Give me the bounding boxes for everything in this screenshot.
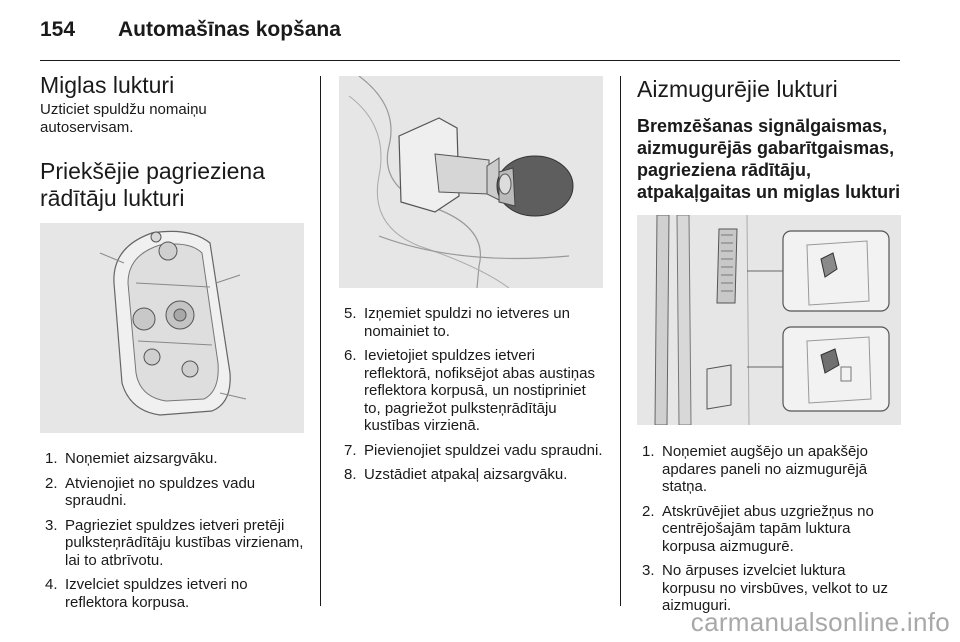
rear-lamp-steps [637,443,901,615]
list-item: 3. Pagrieziet spuldzes ietveri pretēji pulksteņrādītāju kustības virzienam, lai to atbrīvotu. [45,516,304,569]
right-column [637,76,901,622]
fog-lights-heading: Miglas lukturi [40,72,175,98]
rear-lights-heading: Aizmugurējie lukturi [637,76,838,102]
watermark: carmanualsonline.info [690,607,950,637]
list-item: 3. No ārpuses izvelciet luktura korpusu no virsbūves, velkot to uz aizmuguri. [642,562,888,614]
front-lamp-drawing [40,223,304,433]
running-title: Automašīnas kopšana [118,18,341,41]
bulb-replacement-steps [339,305,603,484]
front-lamp-illustration [40,223,304,433]
left-column [40,72,304,618]
list-item: 2. Atvienojiet no spuldzes vadu spraudni. [45,474,256,509]
list-item: 1. Noņemiet aizsargvāku. [45,450,218,467]
header-rule [40,60,900,61]
rear-pillar-illustration [637,215,901,425]
column-divider-left [320,76,321,606]
middle-column [339,76,603,491]
list-item: 1. Noņemiet augšējo un apakšējo apdares paneli no aizmugurējā statņa. [642,443,868,495]
column-divider-right [620,76,621,606]
rear-lights-subheading: Bremzēšanas signālgaismas, aizmugurējās gabarītgaismas, pagrieziena rādītāju, atpakaļgaitas un miglas lukturi [637,116,901,202]
list-item: 5. Izņemiet spuldzi no ietveres un nomainiet to. [344,305,570,340]
bulb-socket-drawing [339,76,603,288]
rear-pillar-drawing [637,215,901,425]
fog-lights-text: Uzticiet spuldžu nomaiņu autoservisam. [40,101,207,136]
page-number: 154 [40,18,76,41]
front-indicator-steps [40,450,304,611]
list-item: 7. Pievienojiet spuldzei vadu spraudni. [344,441,603,459]
list-item: 8. Uzstādiet atpakaļ aizsargvāku. [344,466,568,483]
list-item: 6. Ievietojiet spuldzes ietveri reflektorā, nofiksējot abas austiņas reflektora korpusā, un nostipriniet to, pagriežot pulksteņrādītāju kustības virzienā. [344,347,595,434]
list-item: 2. Atskrūvējiet abus uzgriežņus no centrējošajām tapām luktura korpusa aizmugurē. [642,502,874,555]
list-item: 4. Izvelciet spuldzes ietveri no reflektora korpusa. [45,576,248,611]
front-indicator-heading: Priekšējie pagrieziena rādītāju lukturi [40,158,266,211]
bulb-socket-illustration [339,76,603,288]
